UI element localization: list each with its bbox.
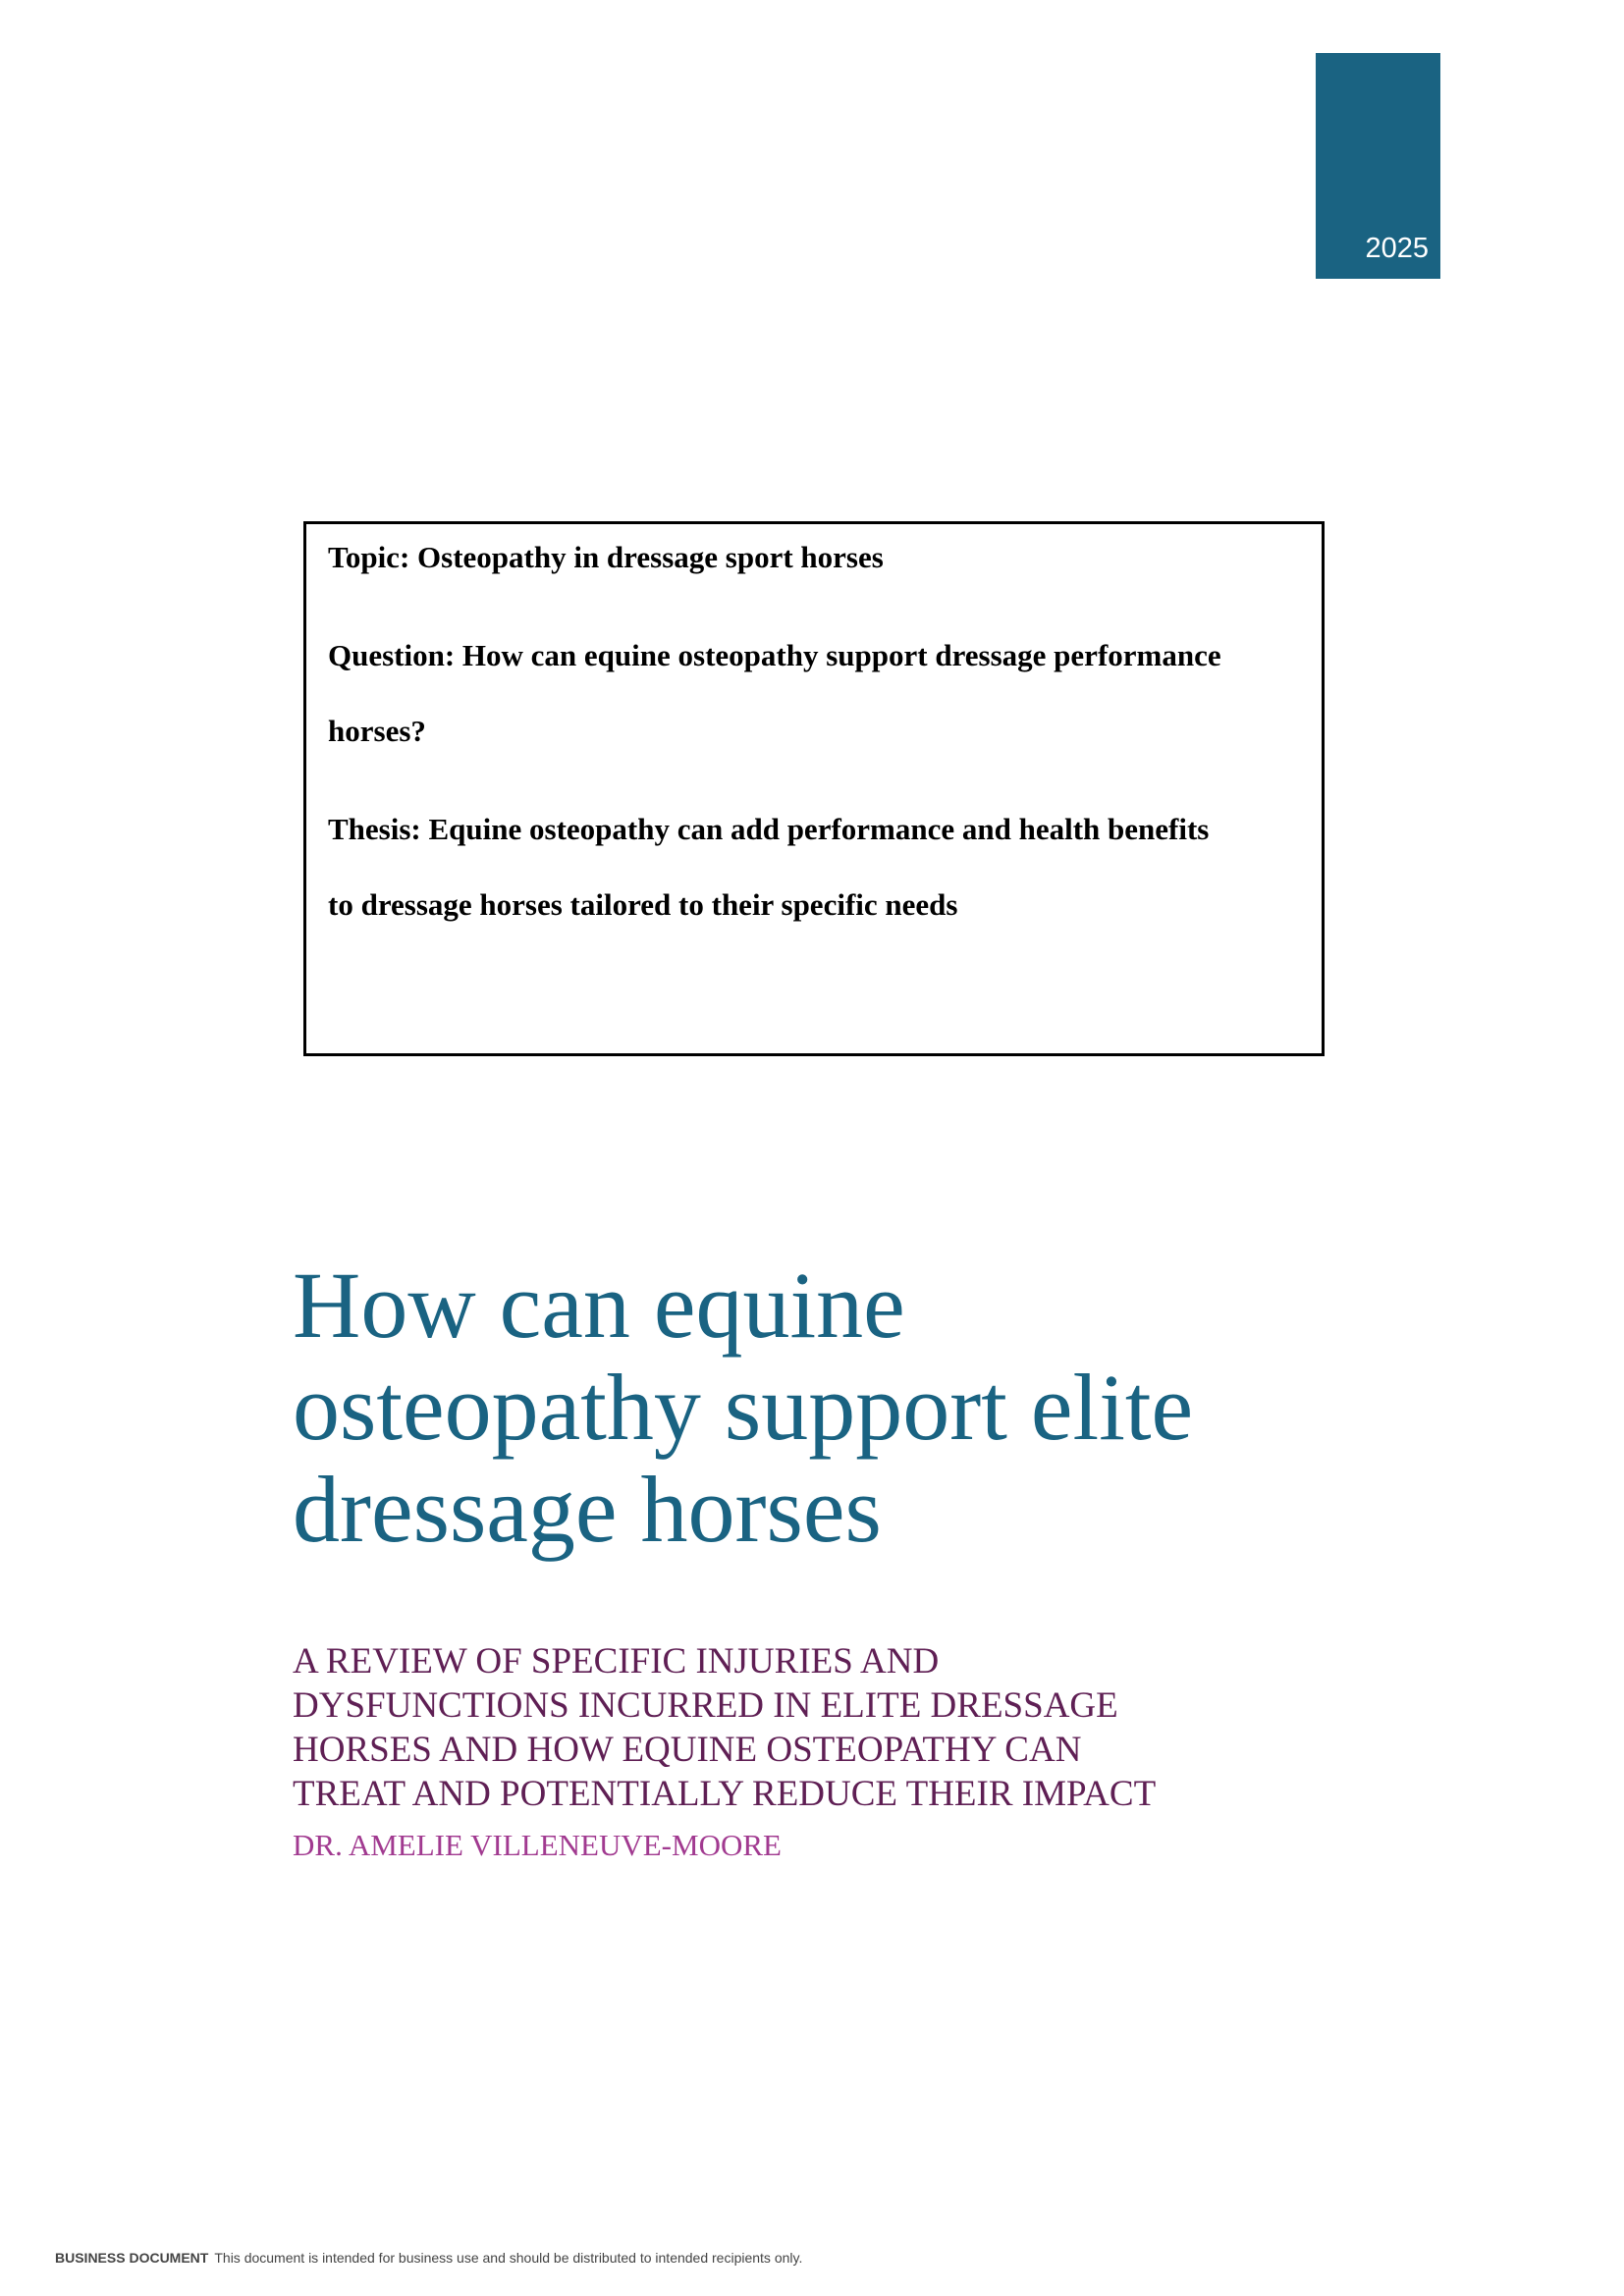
- title-line: osteopathy support elite: [293, 1355, 1194, 1460]
- footer-label: BUSINESS DOCUMENT: [55, 2250, 209, 2266]
- document-title: [293, 1255, 1193, 1561]
- topic-line: Topic: Osteopathy in dressage sport horses: [328, 540, 884, 574]
- subtitle-line: HORSES AND HOW EQUINE OSTEOPATHY CAN: [293, 1730, 1082, 1770]
- question-line-2: horses?: [328, 714, 426, 748]
- thesis-line-1: Thesis: Equine osteopathy can add performance and health benefits: [328, 812, 1210, 846]
- topic-question-thesis-box: [303, 521, 1325, 1056]
- subtitle-line: DYSFUNCTIONS INCURRED IN ELITE DRESSAGE: [293, 1685, 1118, 1726]
- year-label: 2025: [1365, 233, 1429, 264]
- title-line: dressage horses: [293, 1457, 882, 1562]
- footer-text: This document is intended for business use and should be distributed to intended recipients only.: [214, 2250, 803, 2266]
- subtitle-line: A REVIEW OF SPECIFIC INJURIES AND: [293, 1641, 940, 1682]
- footer-notice: [55, 2250, 802, 2266]
- thesis-line-2: to dressage horses tailored to their specific needs: [328, 887, 958, 922]
- question-line-1: Question: How can equine osteopathy support dressage performance: [328, 638, 1221, 672]
- subtitle-line: TREAT AND POTENTIALLY REDUCE THEIR IMPACT: [293, 1774, 1157, 1814]
- year-block: [1316, 53, 1440, 279]
- title-line: How can equine: [293, 1253, 905, 1358]
- document-subtitle: [293, 1639, 1156, 1816]
- author-name: DR. AMELIE VILLENEUVE-MOORE: [293, 1828, 782, 1862]
